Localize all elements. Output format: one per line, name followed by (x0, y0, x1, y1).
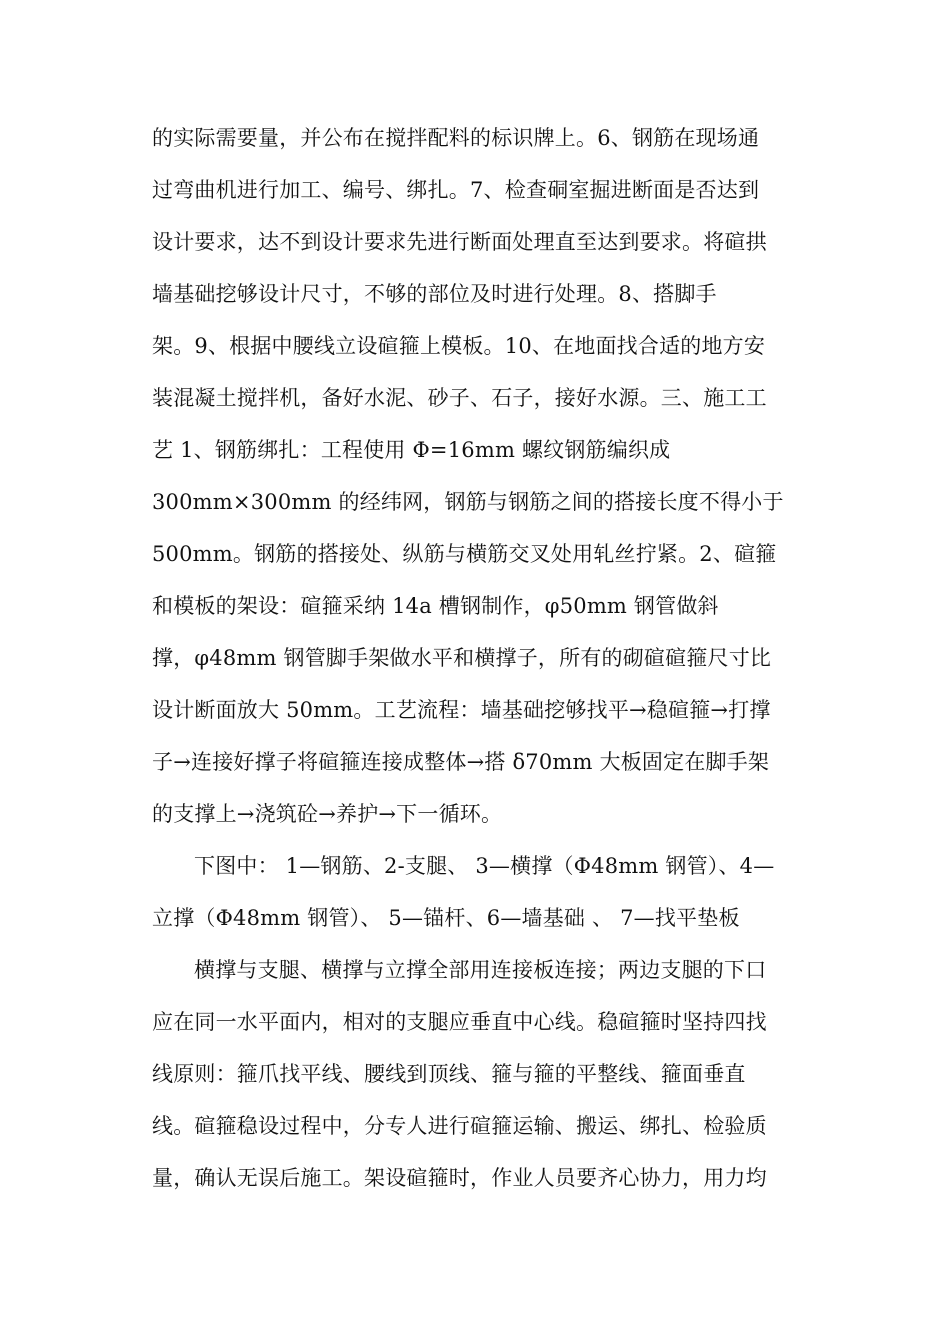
text-line-6: 装混凝土搅拌机，备好水泥、砂子、石子，接好水源。三、施工工 (152, 386, 767, 410)
text-line-21: 量，确认无误后施工。架设碹箍时，作业人员要齐心协力，用力均 (152, 1166, 767, 1190)
text-line-18: 应在同一水平面内，相对的支腿应垂直中心线。稳碹箍时坚持四找 (152, 1010, 767, 1034)
text-line-8: 300mm×300mm 的经纬网，钢筋与钢筋之间的搭接长度不得小于 (152, 490, 784, 514)
text-line-5: 架。9、根据中腰线立设碹箍上模板。10、在地面找合适的地方安 (152, 334, 766, 358)
text-line-20: 线。碹箍稳设过程中，分专人进行碹箍运输、搬运、绑扎、检验质 (152, 1114, 767, 1138)
text-line-2: 过弯曲机进行加工、编号、绑扎。7、检查硐室掘进断面是否达到 (152, 178, 760, 202)
text-line-10: 和模板的架设：碹箍采纳 14a 槽钢制作，φ50mm 钢管做斜 (152, 594, 719, 618)
text-line-17: 横撑与支腿、横撑与立撑全部用连接板连接；两边支腿的下口 (194, 958, 767, 982)
text-line-7: 艺 1、钢筋绑扎：工程使用 Φ=16mm 螺纹钢筋编织成 (152, 438, 671, 462)
text-line-14: 的支撑上→浇筑砼→养护→下一循环。 (152, 802, 503, 826)
text-line-11: 撑，φ48mm 钢管脚手架做水平和横撑子，所有的砌碹碹箍尺寸比 (152, 646, 772, 670)
text-line-15: 下图中： 1—钢筋、2-支腿、 3—横撑（Φ48mm 钢管）、4— (194, 854, 775, 878)
text-line-13: 子→连接好撑子将碹箍连接成整体→搭 δ70mm 大板固定在脚手架 (152, 750, 770, 774)
text-line-16: 立撑（Φ48mm 钢管）、 5—锚杆、6—墙基础 、 7—找平垫板 (152, 906, 740, 930)
text-line-12: 设计断面放大 50mm。工艺流程：墙基础挖够找平→稳碹箍→打撑 (152, 698, 771, 722)
text-line-9: 500mm。钢筋的搭接处、纵筋与横筋交叉处用轧丝拧紧。2、碹箍 (152, 542, 777, 566)
text-line-19: 线原则：箍爪找平线、腰线到顶线、箍与箍的平整线、箍面垂直 (152, 1062, 746, 1086)
text-line-1: 的实际需要量，并公布在搅拌配料的标识牌上。6、钢筋在现场通 (152, 126, 760, 150)
text-line-3: 设计要求，达不到设计要求先进行断面处理直至达到要求。将碹拱 (152, 230, 767, 254)
text-line-4: 墙基础挖够设计尺寸，不够的部位及时进行处理。8、搭脚手 (152, 282, 717, 306)
